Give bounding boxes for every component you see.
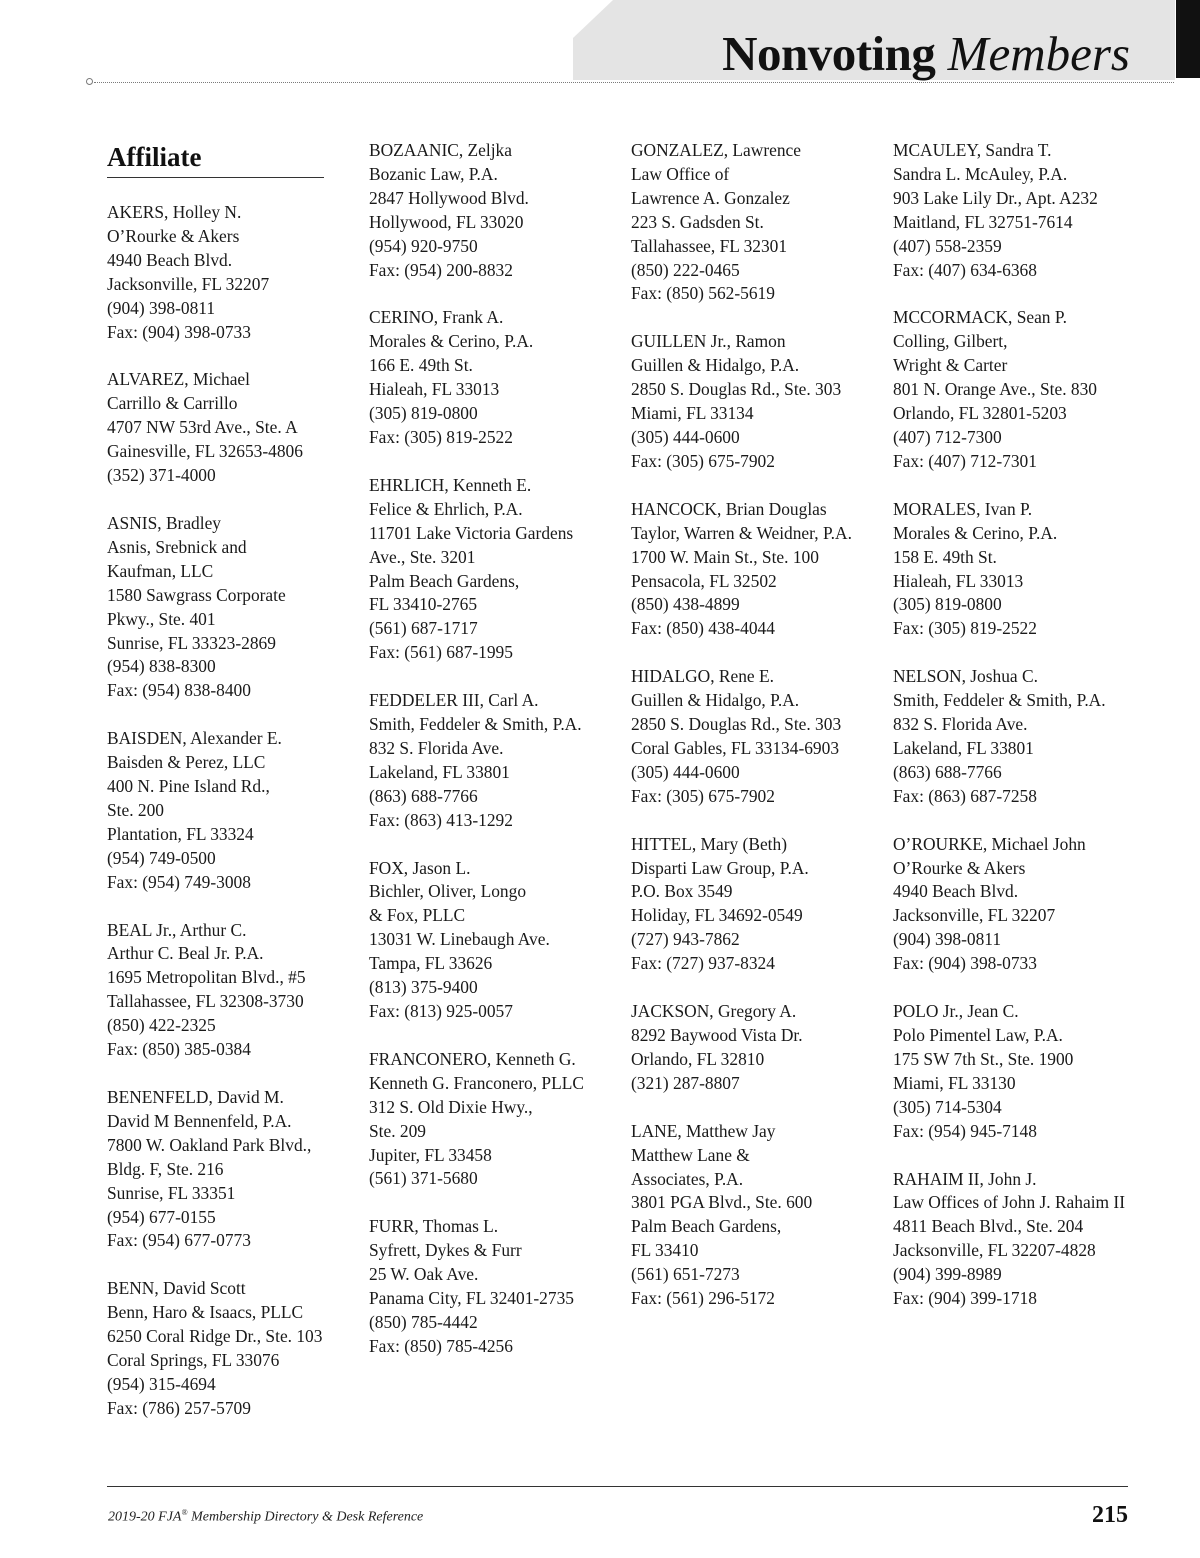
member-detail-line: (305) 714-5304 (893, 1096, 1002, 1117)
member-detail-line: 223 S. Gadsden St. (631, 211, 764, 232)
member-detail-line: Guillen & Hidalgo, P.A. (631, 690, 800, 711)
member-detail-line: Holiday, FL 34692-0549 (631, 905, 803, 926)
member-detail-line: 400 N. Pine Island Rd., (107, 776, 270, 797)
member-detail-line: 2847 Hollywood Blvd. (369, 187, 529, 208)
member-detail-line: Fax: (305) 819-2522 (369, 426, 513, 447)
member-detail-line: Fax: (863) 687-7258 (893, 785, 1037, 806)
footer-title-start: 2019-20 FJA (108, 1509, 182, 1525)
member-entry (107, 368, 357, 488)
member-detail-line: 2850 S. Douglas Rd., Ste. 303 (631, 714, 842, 735)
member-detail-line: Kenneth G. Franconero, PLLC (369, 1072, 584, 1093)
member-detail-line: O’Rourke & Akers (107, 225, 240, 246)
member-entry (369, 857, 619, 1024)
member-detail-line: (321) 287-8807 (631, 1072, 740, 1093)
member-detail-line: 6250 Coral Ridge Dr., Ste. 103 (107, 1326, 323, 1347)
member-detail-line: Asnis, Srebnick and (107, 536, 247, 557)
member-detail-line: Fax: (407) 634-6368 (893, 259, 1037, 280)
member-detail-line: Fax: (850) 438-4044 (631, 618, 775, 639)
member-name: EHRLICH, Kenneth E. (369, 474, 532, 495)
member-detail-line: 4940 Beach Blvd. (893, 881, 1019, 902)
member-detail-line: Pkwy., Ste. 401 (107, 608, 216, 629)
member-detail-line: Sandra L. McAuley, P.A. (893, 163, 1068, 184)
member-name: MCCORMACK, Sean P. (893, 307, 1067, 328)
member-detail-line: O’Rourke & Akers (893, 857, 1026, 878)
member-name: BENN, David Scott (107, 1278, 246, 1299)
member-detail-line: David M Bennenfeld, P.A. (107, 1110, 292, 1131)
member-entry (107, 1086, 357, 1253)
member-name: BENENFELD, David M. (107, 1087, 284, 1107)
member-detail-line: Gainesville, FL 32653-4806 (107, 441, 303, 462)
member-detail-line: 832 S. Florida Ave. (369, 737, 504, 758)
directory-column-1 (107, 139, 357, 1445)
member-detail-line: (904) 398-0811 (107, 297, 216, 318)
directory-column-3 (631, 139, 881, 1335)
member-detail-line: Smith, Feddeler & Smith, P.A. (893, 690, 1106, 711)
member-detail-line: Hialeah, FL 33013 (893, 570, 1024, 591)
member-detail-line: Fax: (954) 677-0773 (107, 1230, 251, 1251)
member-detail-line: Pensacola, FL 32502 (631, 570, 777, 591)
member-detail-line: Fax: (727) 937-8324 (631, 953, 775, 974)
member-detail-line: Syfrett, Dykes & Furr (369, 1240, 522, 1261)
member-detail-line: Morales & Cerino, P.A. (369, 331, 534, 352)
member-entry (369, 306, 619, 449)
member-detail-line: Ste. 200 (107, 799, 165, 820)
member-entry (631, 665, 881, 808)
member-detail-line: Fax: (850) 785-4256 (369, 1335, 513, 1356)
member-detail-line: Maitland, FL 32751-7614 (893, 211, 1073, 232)
member-name: FRANCONERO, Kenneth G. (369, 1048, 576, 1069)
member-detail-line: Jupiter, FL 33458 (369, 1144, 492, 1165)
member-name: BEAL Jr., Arthur C. (107, 919, 247, 940)
member-detail-line: Bldg. F, Ste. 216 (107, 1158, 224, 1179)
member-detail-line: P.O. Box 3549 (631, 881, 733, 902)
member-detail-line: 4707 NW 53rd Ave., Ste. A (107, 417, 298, 438)
member-detail-line: Lakeland, FL 33801 (369, 761, 510, 782)
member-detail-line: 801 N. Orange Ave., Ste. 830 (893, 379, 1097, 400)
member-detail-line: Bozanic Law, P.A. (369, 163, 498, 184)
member-entry (631, 330, 881, 473)
member-detail-line: 4940 Beach Blvd. (107, 249, 233, 270)
member-detail-line: 7800 W. Oakland Park Blvd., (107, 1134, 312, 1155)
member-detail-line: (954) 838-8300 (107, 656, 216, 677)
member-detail-line: Jacksonville, FL 32207 (107, 273, 270, 294)
member-detail-line: 25 W. Oak Ave. (369, 1264, 479, 1285)
directory-column-2 (369, 139, 619, 1383)
member-detail-line: 8292 Baywood Vista Dr. (631, 1025, 803, 1045)
member-detail-line: Fax: (305) 675-7902 (631, 785, 775, 806)
member-detail-line: (904) 399-8989 (893, 1264, 1002, 1285)
member-detail-line: Fax: (863) 413-1292 (369, 809, 513, 830)
member-detail-line: (863) 688-7766 (893, 761, 1002, 782)
member-detail-line: 3801 PGA Blvd., Ste. 600 (631, 1192, 813, 1213)
member-detail-line: Disparti Law Group, P.A. (631, 857, 809, 878)
member-name: LANE, Matthew Jay (631, 1120, 776, 1141)
member-detail-line: 312 S. Old Dixie Hwy., (369, 1096, 533, 1117)
member-detail-line: & Fox, PLLC (369, 905, 466, 926)
member-detail-line: (904) 398-0811 (893, 929, 1002, 950)
member-name: BAISDEN, Alexander E. (107, 728, 282, 749)
member-entry (631, 498, 881, 641)
member-detail-line: (850) 422-2325 (107, 1015, 216, 1036)
member-detail-line: Bichler, Oliver, Longo (369, 881, 527, 902)
member-name: O’ROURKE, Michael John (893, 833, 1086, 854)
member-detail-line: (954) 315-4694 (107, 1373, 216, 1394)
member-detail-line: Polo Pimentel Law, P.A. (893, 1025, 1063, 1045)
entry-list (369, 139, 619, 1359)
member-name: BOZAANIC, Zeljka (369, 140, 512, 160)
member-detail-line: Arthur C. Beal Jr. P.A. (107, 943, 264, 964)
member-detail-line: Fax: (305) 675-7902 (631, 450, 775, 471)
member-detail-line: 175 SW 7th St., Ste. 1900 (893, 1048, 1074, 1069)
member-name: JACKSON, Gregory A. (631, 1001, 797, 1022)
member-detail-line: Fax: (305) 819-2522 (893, 618, 1037, 639)
footer-publication-title (108, 1508, 423, 1526)
member-detail-line: Fax: (561) 687-1995 (369, 642, 513, 663)
member-entry (631, 1000, 881, 1096)
page-title-main: Nonvoting (722, 26, 936, 81)
member-name: MCAULEY, Sandra T. (893, 140, 1052, 160)
member-entry (631, 1120, 881, 1311)
member-name: GUILLEN Jr., Ramon (631, 331, 786, 352)
member-detail-line: (850) 438-4899 (631, 594, 740, 615)
member-detail-line: Taylor, Warren & Weidner, P.A. (631, 522, 852, 543)
member-detail-line: Jacksonville, FL 32207-4828 (893, 1240, 1096, 1261)
footer-title-end: Membership Directory & Desk Reference (187, 1509, 424, 1525)
member-name: FOX, Jason L. (369, 857, 471, 878)
member-detail-line: (407) 558-2359 (893, 235, 1002, 256)
member-detail-line: Hollywood, FL 33020 (369, 211, 524, 232)
member-name: ALVAREZ, Michael (107, 369, 250, 390)
member-detail-line: Palm Beach Gardens, (369, 570, 520, 591)
entry-list (107, 201, 357, 1421)
member-detail-line: 832 S. Florida Ave. (893, 714, 1028, 735)
member-detail-line: 1695 Metropolitan Blvd., #5 (107, 967, 306, 988)
member-detail-line: (305) 819-0800 (893, 594, 1002, 615)
member-entry (893, 1168, 1143, 1311)
member-detail-line: (813) 375-9400 (369, 977, 478, 998)
member-detail-line: Matthew Lane & (631, 1144, 750, 1165)
member-detail-line: 903 Lake Lily Dr., Apt. A232 (893, 187, 1098, 208)
member-detail-line: Fax: (954) 945-7148 (893, 1120, 1037, 1141)
member-detail-line: 11701 Lake Victoria Gardens (369, 522, 574, 543)
member-detail-line: (954) 677-0155 (107, 1206, 216, 1227)
member-name: CERINO, Frank A. (369, 307, 504, 328)
member-detail-line: Coral Springs, FL 33076 (107, 1350, 280, 1371)
member-detail-line: Fax: (904) 399-1718 (893, 1288, 1037, 1309)
member-detail-line: FL 33410-2765 (369, 594, 478, 615)
member-detail-line: Smith, Feddeler & Smith, P.A. (369, 714, 582, 735)
member-detail-line: Orlando, FL 32801-5203 (893, 403, 1067, 424)
member-detail-line: Sunrise, FL 33351 (107, 1182, 236, 1203)
member-detail-line: Fax: (954) 838-8400 (107, 680, 251, 701)
member-detail-line: Fax: (850) 562-5619 (631, 283, 775, 304)
member-name: MORALES, Ivan P. (893, 498, 1033, 519)
member-entry (369, 1215, 619, 1358)
member-detail-line: Sunrise, FL 33323-2869 (107, 632, 276, 653)
member-entry (107, 1277, 357, 1420)
member-entry (107, 727, 357, 894)
member-name: NELSON, Joshua C. (893, 666, 1038, 687)
member-entry (107, 919, 357, 1062)
member-name: HANCOCK, Brian Douglas (631, 498, 827, 519)
member-detail-line: Fax: (407) 712-7301 (893, 450, 1037, 471)
member-detail-line: Fax: (786) 257-5709 (107, 1397, 251, 1418)
member-detail-line: Guillen & Hidalgo, P.A. (631, 355, 800, 376)
member-detail-line: Baisden & Perez, LLC (107, 752, 266, 773)
member-detail-line: (850) 222-0465 (631, 259, 740, 280)
member-detail-line: (407) 712-7300 (893, 426, 1002, 447)
member-detail-line: Carrillo & Carrillo (107, 393, 238, 414)
member-detail-line: (561) 687-1717 (369, 618, 478, 639)
member-detail-line: 4811 Beach Blvd., Ste. 204 (893, 1216, 1084, 1237)
member-detail-line: Fax: (561) 296-5172 (631, 1288, 775, 1309)
member-detail-line: Lawrence A. Gonzalez (631, 187, 790, 208)
member-detail-line: Law Office of (631, 163, 730, 184)
footer-rule (107, 1486, 1128, 1487)
member-entry (893, 498, 1143, 641)
member-entry (369, 1048, 619, 1191)
member-detail-line: (954) 920-9750 (369, 235, 478, 256)
member-entry (631, 139, 881, 306)
member-entry (369, 474, 619, 665)
header-dotted-rule (94, 82, 1174, 83)
member-detail-line: FL 33410 (631, 1240, 699, 1261)
member-name: FEDDELER III, Carl A. (369, 690, 539, 711)
member-entry (893, 665, 1143, 808)
member-detail-line: Jacksonville, FL 32207 (893, 905, 1056, 926)
page-number: 215 (1092, 1502, 1128, 1528)
member-detail-line: 1700 W. Main St., Ste. 100 (631, 546, 819, 567)
member-detail-line: (727) 943-7862 (631, 929, 740, 950)
member-detail-line: 1580 Sawgrass Corporate (107, 584, 286, 605)
member-entry (369, 139, 619, 282)
member-detail-line: Associates, P.A. (631, 1168, 744, 1189)
header-rule-endpoint (86, 78, 93, 85)
member-detail-line: Lakeland, FL 33801 (893, 737, 1034, 758)
member-detail-line: Fax: (904) 398-0733 (107, 321, 251, 342)
member-name: AKERS, Holley N. (107, 202, 242, 222)
member-detail-line: (954) 749-0500 (107, 847, 216, 868)
section-heading: Affiliate (107, 140, 324, 178)
member-detail-line: Benn, Haro & Isaacs, PLLC (107, 1302, 304, 1323)
member-detail-line: Ste. 209 (369, 1120, 427, 1141)
member-detail-line: Wright & Carter (893, 355, 1008, 376)
member-name: HIDALGO, Rene E. (631, 666, 774, 687)
member-detail-line: Law Offices of John J. Rahaim II (893, 1192, 1125, 1213)
registered-mark: ® (181, 1508, 188, 1517)
member-detail-line: Fax: (904) 398-0733 (893, 953, 1037, 974)
member-detail-line: (561) 651-7273 (631, 1264, 740, 1285)
member-name: HITTEL, Mary (Beth) (631, 833, 787, 854)
member-entry (631, 833, 881, 976)
member-entry (369, 689, 619, 832)
directory-column-4 (893, 139, 1143, 1335)
member-detail-line: 2850 S. Douglas Rd., Ste. 303 (631, 379, 842, 400)
member-name: RAHAIM II, John J. (893, 1168, 1037, 1189)
member-entry (893, 139, 1143, 282)
member-detail-line: Ave., Ste. 3201 (369, 546, 476, 567)
member-entry (893, 833, 1143, 976)
member-detail-line: Colling, Gilbert, (893, 331, 1008, 352)
member-detail-line: (305) 444-0600 (631, 426, 740, 447)
member-detail-line: Miami, FL 33134 (631, 403, 754, 424)
member-detail-line: Tampa, FL 33626 (369, 953, 493, 974)
member-detail-line: Fax: (850) 385-0384 (107, 1039, 251, 1060)
member-entry (107, 201, 357, 344)
header-edge-bar (1176, 0, 1200, 78)
member-detail-line: (850) 785-4442 (369, 1311, 478, 1332)
member-detail-line: (561) 371-5680 (369, 1168, 478, 1189)
member-entry (107, 512, 357, 703)
member-name: POLO Jr., Jean C. (893, 1001, 1019, 1022)
member-name: ASNIS, Bradley (107, 512, 221, 533)
member-detail-line: Felice & Ehrlich, P.A. (369, 498, 523, 519)
member-detail-line: Fax: (813) 925-0057 (369, 1001, 513, 1021)
member-detail-line: 166 E. 49th St. (369, 355, 473, 376)
member-detail-line: (352) 371-4000 (107, 465, 216, 486)
member-detail-line: (863) 688-7766 (369, 785, 478, 806)
member-detail-line: (305) 819-0800 (369, 403, 478, 424)
member-detail-line: Morales & Cerino, P.A. (893, 522, 1058, 543)
member-detail-line: Plantation, FL 33324 (107, 823, 254, 844)
member-detail-line: Fax: (954) 749-3008 (107, 871, 251, 892)
entry-list (893, 139, 1143, 1311)
member-detail-line: Miami, FL 33130 (893, 1072, 1016, 1093)
page-title (722, 24, 1130, 84)
member-entry (893, 306, 1143, 473)
member-entry (893, 1000, 1143, 1143)
entry-list (631, 139, 881, 1311)
member-name: FURR, Thomas L. (369, 1216, 499, 1237)
member-detail-line: Hialeah, FL 33013 (369, 379, 500, 400)
member-detail-line: Tallahassee, FL 32308-3730 (107, 991, 304, 1012)
page-title-italic: Members (947, 26, 1130, 81)
member-detail-line: Coral Gables, FL 33134-6903 (631, 737, 840, 758)
member-detail-line: Orlando, FL 32810 (631, 1048, 765, 1069)
member-detail-line: (305) 444-0600 (631, 761, 740, 782)
member-name: GONZALEZ, Lawrence (631, 140, 801, 160)
member-detail-line: Kaufman, LLC (107, 560, 214, 581)
member-detail-line: Fax: (954) 200-8832 (369, 259, 513, 280)
member-detail-line: Panama City, FL 32401-2735 (369, 1288, 574, 1309)
member-detail-line: 158 E. 49th St. (893, 546, 997, 567)
member-detail-line: 13031 W. Linebaugh Ave. (369, 929, 550, 950)
member-detail-line: Tallahassee, FL 32301 (631, 235, 788, 256)
member-detail-line: Palm Beach Gardens, (631, 1216, 782, 1237)
